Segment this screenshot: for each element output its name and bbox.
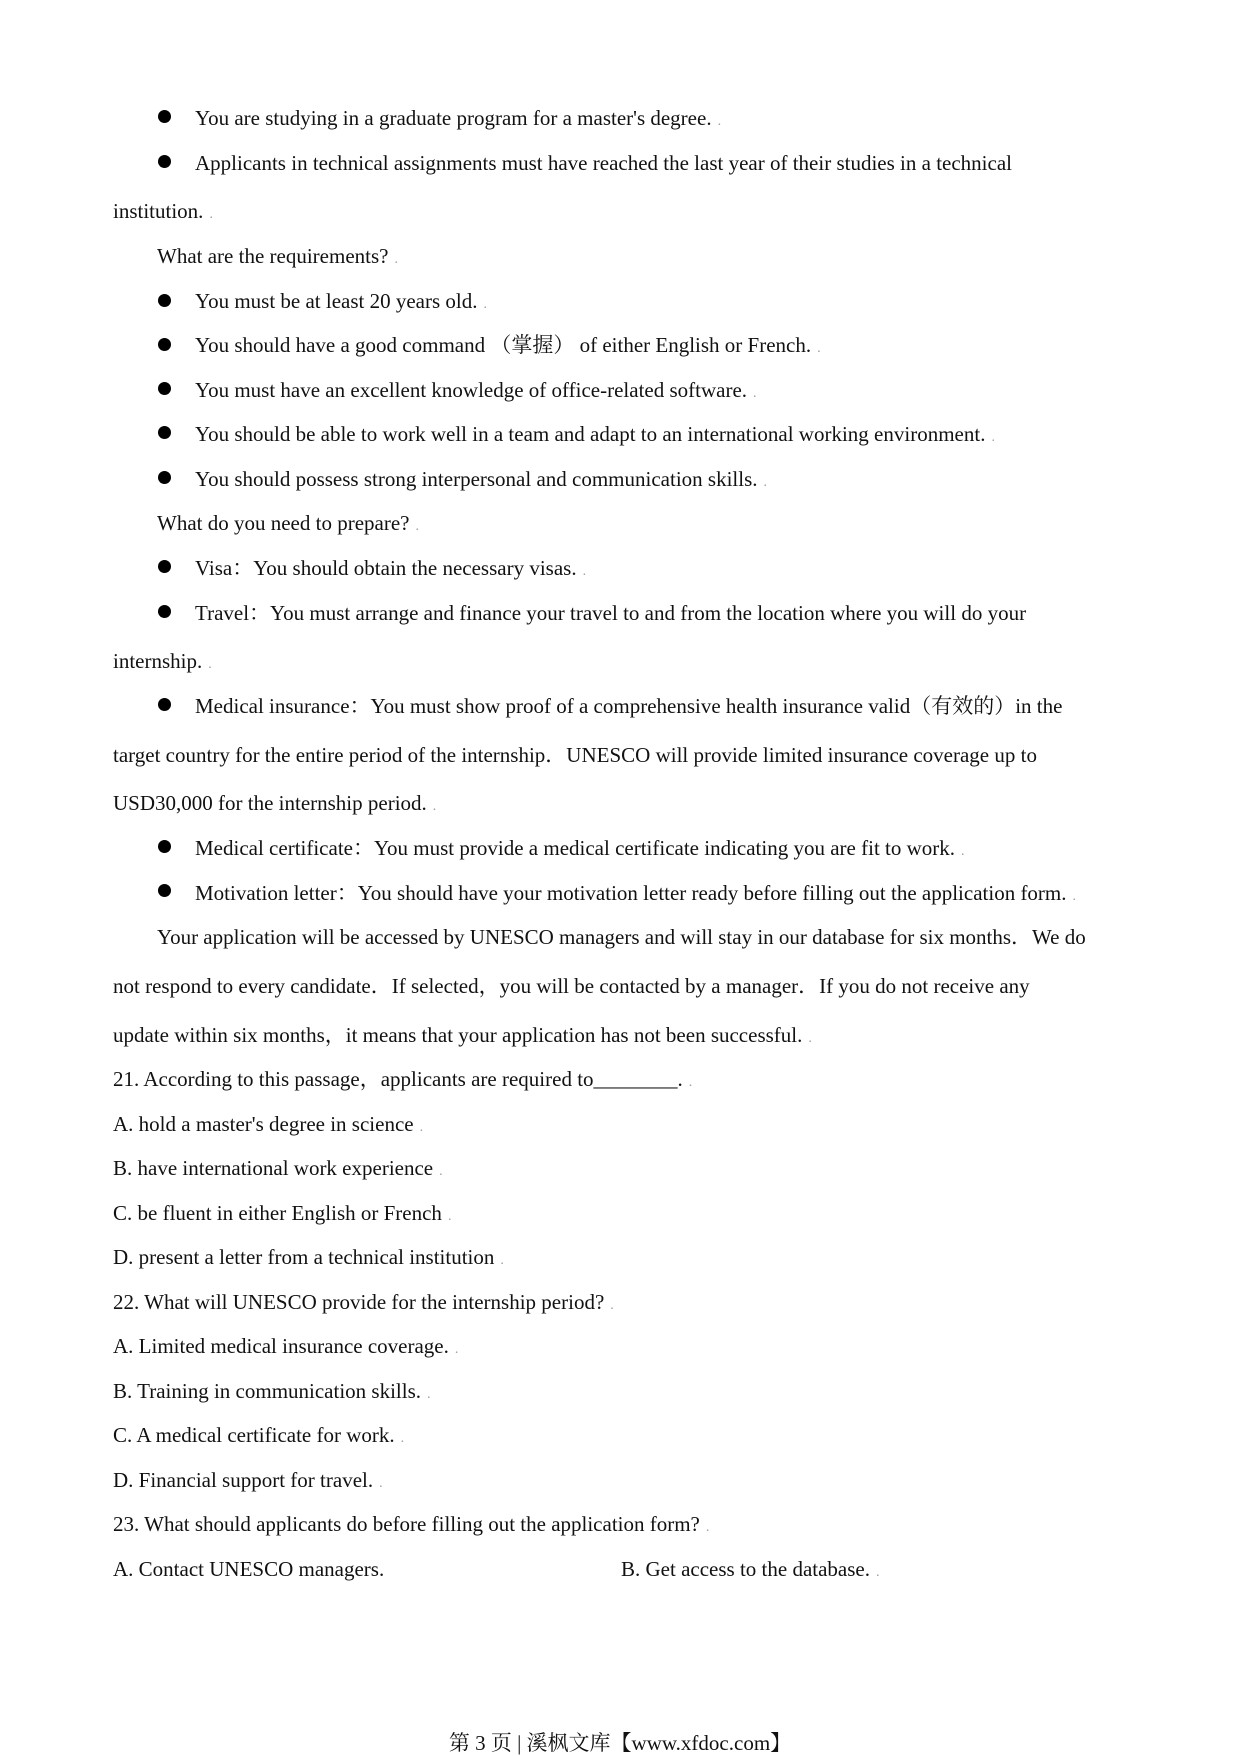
bullet-icon bbox=[158, 884, 171, 897]
page-footer: 第 3 页 | 溪枫文库【www.xfdoc.com】 bbox=[448, 1731, 792, 1755]
prepare-motivation: Motivation letter：You should have your motivation letter ready before filling out the application form. . bbox=[195, 881, 1077, 905]
bullet-icon bbox=[158, 560, 171, 573]
question-22-option-d: D. Financial support for travel. . bbox=[113, 1468, 383, 1492]
question-22-option-a: A. Limited medical insurance coverage. . bbox=[113, 1334, 459, 1358]
prepare-insurance-line2: target country for the entire period of the internship．UNESCO will provide limited insurance coverage up to bbox=[113, 743, 1037, 767]
question-23-option-a: A. Contact UNESCO managers. bbox=[113, 1557, 385, 1581]
closing-line2: not respond to every candidate．If selected，you will be contacted by a manager．If you do not receive any bbox=[113, 974, 1030, 998]
bullet-icon bbox=[158, 698, 171, 711]
prepare-insurance-line1: Medical insurance：You must show proof of a comprehensive health insurance valid（有效的）in the bbox=[195, 694, 1063, 718]
bullet-icon bbox=[158, 294, 171, 307]
prepare-travel-line1: Travel：You must arrange and finance your travel to and from the location where you will do your bbox=[195, 601, 1027, 625]
bullet-icon bbox=[158, 840, 171, 853]
prepare-heading: What do you need to prepare? . bbox=[157, 511, 419, 535]
bullet-icon bbox=[158, 382, 171, 395]
bullet-icon bbox=[158, 605, 171, 618]
bullet-icon bbox=[158, 426, 171, 439]
prepare-certificate: Medical certificate：You must provide a medical certificate indicating you are fit to work. . bbox=[195, 836, 965, 860]
closing-line3: update within six months，it means that your application has not been successful. . bbox=[113, 1023, 812, 1047]
requirement-graduate: You are studying in a graduate program for a master's degree. . bbox=[195, 106, 722, 130]
bullet-icon bbox=[158, 155, 171, 168]
requirement-technical-line2: institution. . bbox=[113, 199, 213, 223]
closing-line1: Your application will be accessed by UNESCO managers and will stay in our database for six months．We do bbox=[157, 925, 1086, 949]
bullet-icon bbox=[158, 471, 171, 484]
prepare-visa: Visa：You should obtain the necessary visas. . bbox=[195, 556, 587, 580]
requirement-technical-line1: Applicants in technical assignments must have reached the last year of their studies in a technical bbox=[195, 151, 1012, 175]
question-21-stem: 21. According to this passage，applicants are required to________. . bbox=[113, 1067, 693, 1091]
question-21-option-d: D. present a letter from a technical institution . bbox=[113, 1245, 504, 1269]
question-23-stem: 23. What should applicants do before filling out the application form? . bbox=[113, 1512, 710, 1536]
requirement-software: You must have an excellent knowledge of office-related software. . bbox=[195, 378, 757, 402]
question-22-stem: 22. What will UNESCO provide for the internship period? . bbox=[113, 1290, 614, 1314]
requirements-heading: What are the requirements? . bbox=[157, 244, 398, 268]
question-22-option-b: B. Training in communication skills. . bbox=[113, 1379, 431, 1403]
prepare-insurance-line3: USD30,000 for the internship period. . bbox=[113, 791, 437, 815]
requirement-teamwork: You should be able to work well in a team and adapt to an international working environment. . bbox=[195, 422, 995, 446]
question-21-option-a: A. hold a master's degree in science . bbox=[113, 1112, 424, 1136]
question-23-option-b: B. Get access to the database. . bbox=[621, 1557, 880, 1581]
prepare-travel-line2: internship. . bbox=[113, 649, 212, 673]
requirement-language: You should have a good command （掌握） of either English or French. . bbox=[195, 333, 821, 357]
requirement-age: You must be at least 20 years old. . bbox=[195, 289, 488, 313]
bullet-icon bbox=[158, 338, 171, 351]
question-21-option-c: C. be fluent in either English or French . bbox=[113, 1201, 452, 1225]
requirement-communication: You should possess strong interpersonal and communication skills. . bbox=[195, 467, 768, 491]
bullet-icon bbox=[158, 110, 171, 123]
question-22-option-c: C. A medical certificate for work. . bbox=[113, 1423, 405, 1447]
question-21-option-b: B. have international work experience . bbox=[113, 1156, 443, 1180]
